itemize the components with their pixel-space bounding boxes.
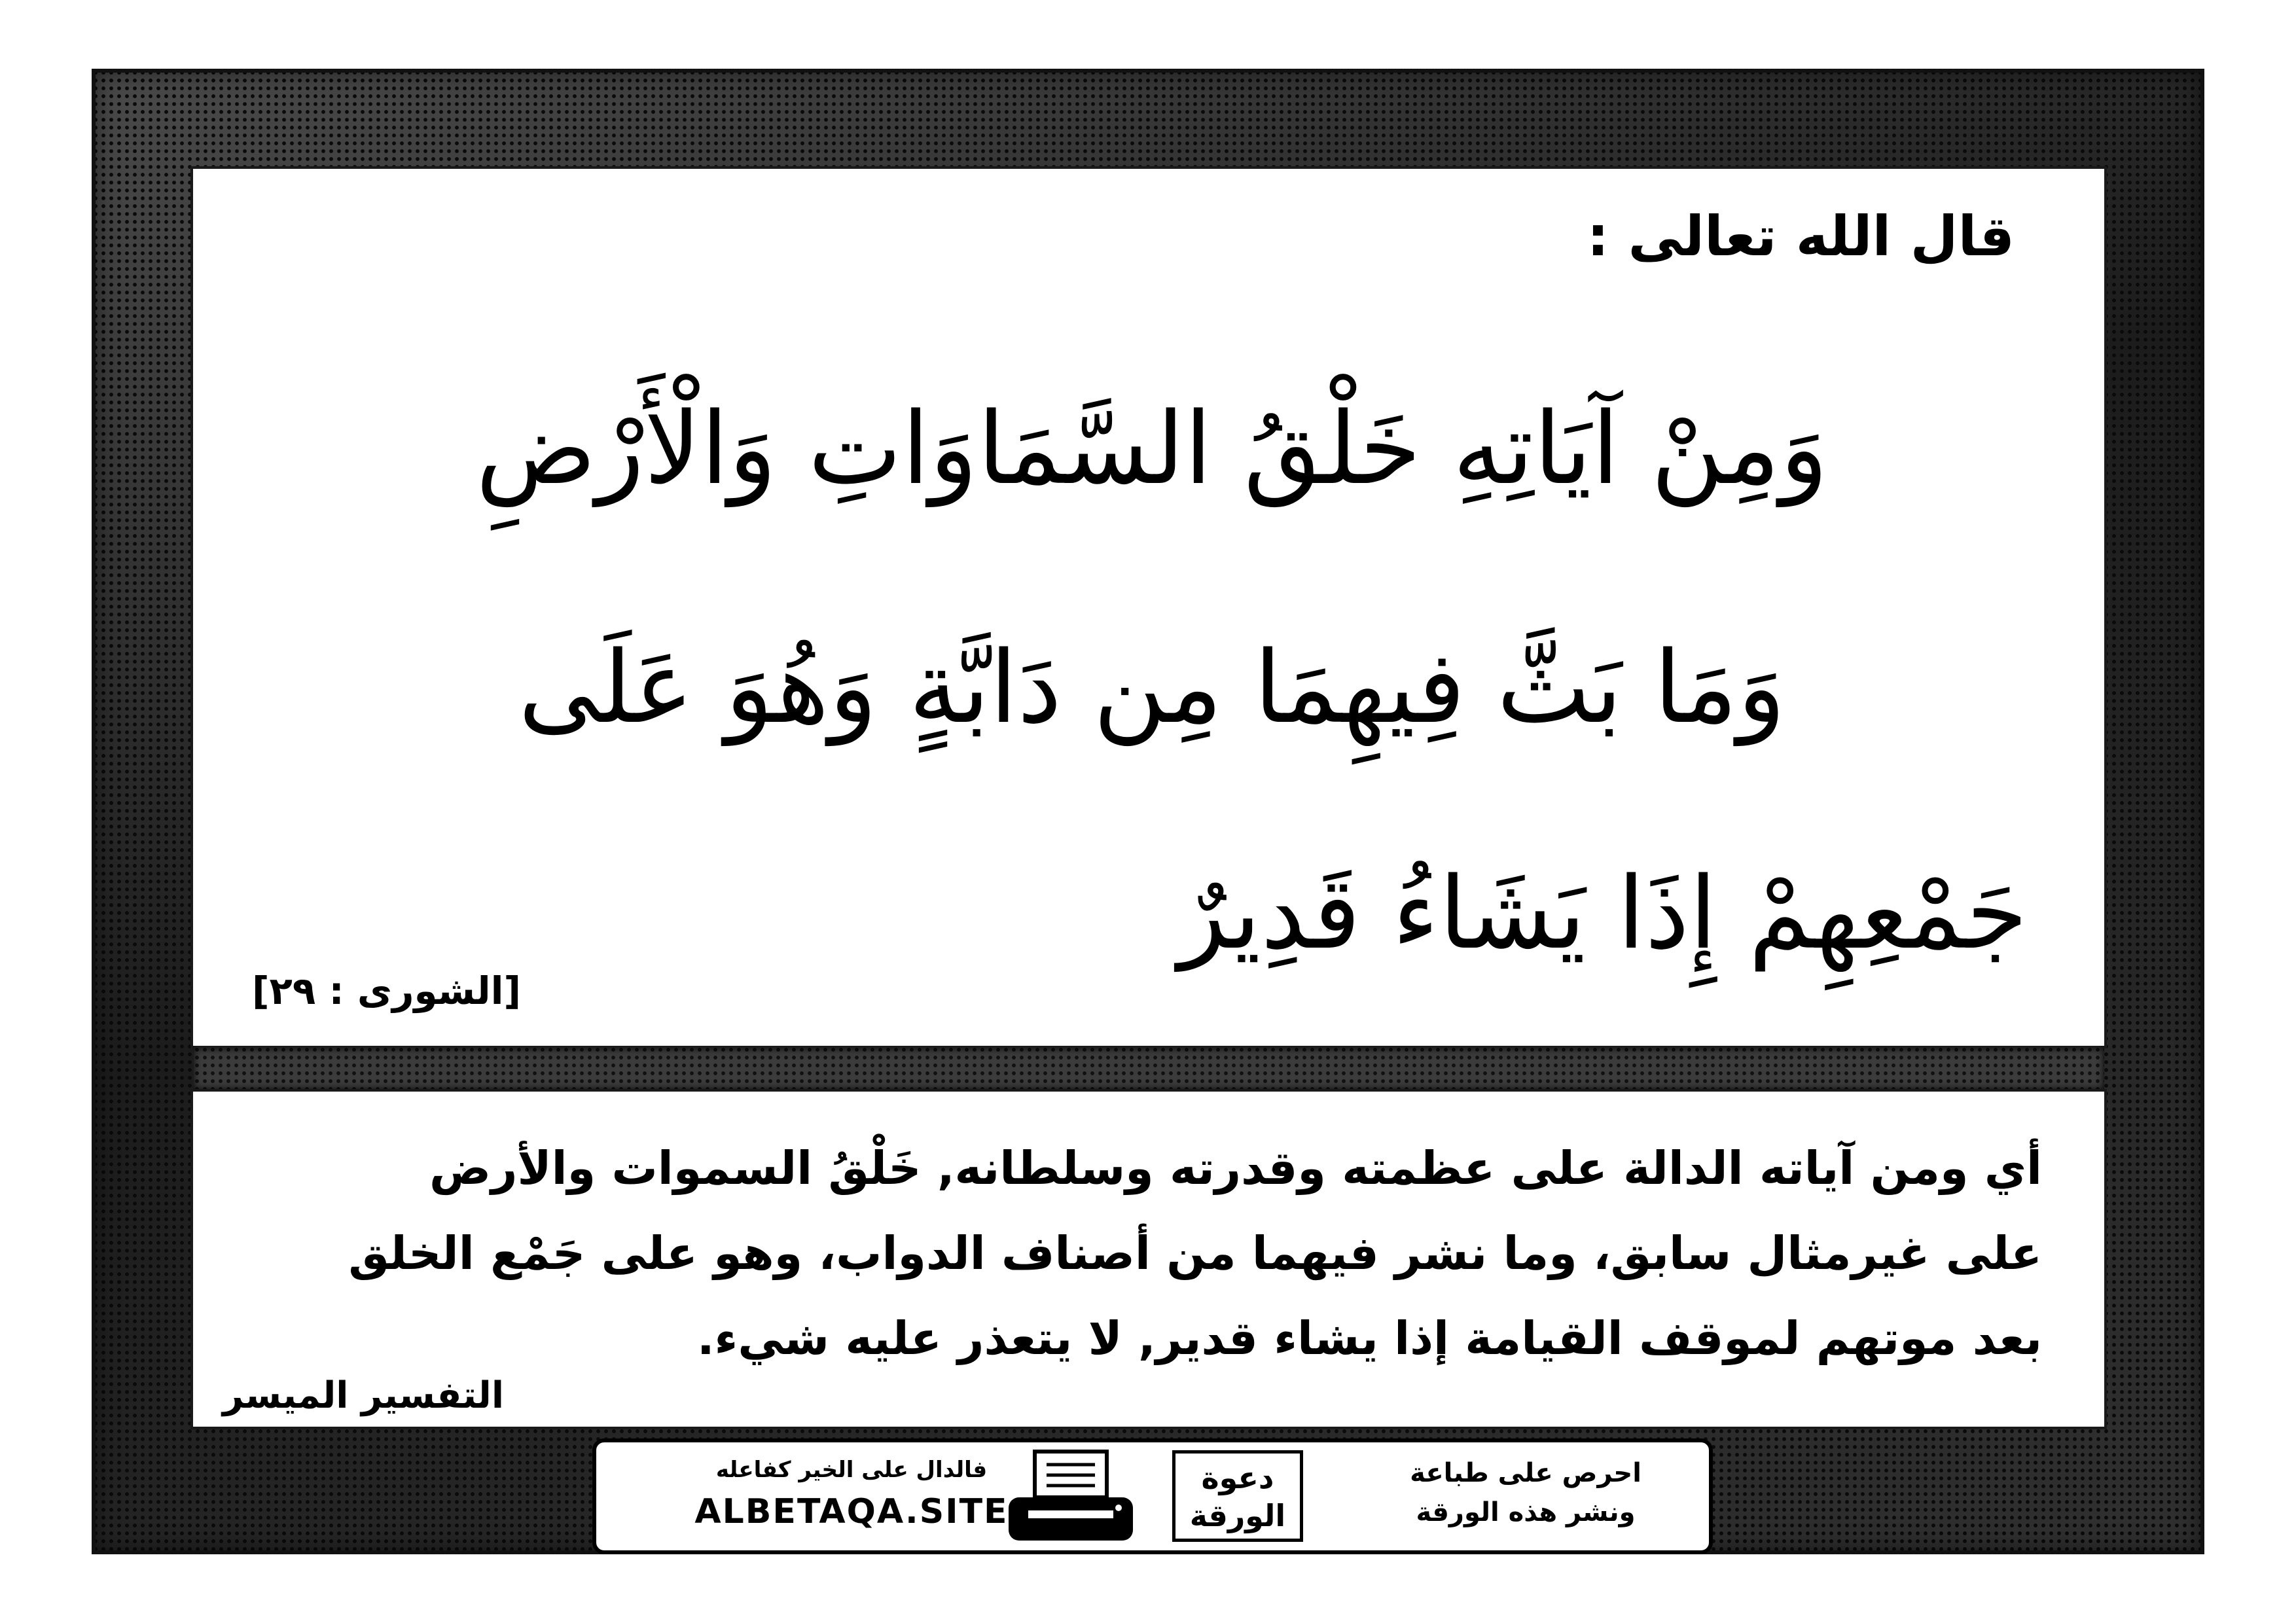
- verse-line-3: جَمْعِهِمْ إِذَا يَشَاءُ قَدِيرٌ: [1178, 855, 2028, 971]
- tafsir-line-2: على غيرمثال سابق، وما نشر فيهما من أصناف الدواب، وهو على جَمْع الخلق: [348, 1226, 2042, 1280]
- footer-notice-line-2: ونشر هذه الورقة: [1416, 1497, 1636, 1527]
- verse-line-1: وَمِنْ آيَاتِهِ خَلْقُ السَّمَاوَاتِ وَالْأَرْضِ: [475, 391, 1829, 507]
- verse-line-2: وَمَا بَثَّ فِيهِمَا مِن دَابَّةٍ وَهُوَ عَلَى: [518, 630, 1785, 745]
- footer-site-link[interactable]: ALBETAQA.SITE: [694, 1492, 1009, 1531]
- printer-icon: [1002, 1448, 1139, 1546]
- footer-banner: [592, 1438, 1713, 1554]
- footer-motto: فالدال على الخير كفاعله: [715, 1457, 988, 1483]
- footer-notice-line-1: احرص على طباعة: [1410, 1458, 1641, 1488]
- footer-notice-block: [1369, 1442, 1683, 1527]
- logo-word-2: الورقة: [1189, 1498, 1286, 1533]
- verse-reference: [الشورى : ٢٩]: [252, 969, 522, 1013]
- tafsir-source: التفسير الميسر: [223, 1374, 505, 1417]
- tafsir-line-3: بعد موتهم لموقف القيامة إذا يشاء قدير, لا يتعذر عليه شيء.: [696, 1311, 2042, 1365]
- stamp-logo: [1172, 1450, 1303, 1542]
- panel-divider: [193, 1046, 2104, 1092]
- tafsir-line-1: أي ومن آياته الدالة على عظمته وقدرته وسلطانه, خَلْقُ السموات والأرض: [429, 1141, 2042, 1195]
- logo-word-1: دعوة: [1201, 1460, 1274, 1495]
- verse-intro-heading: قال الله تعالى :: [1587, 204, 2015, 268]
